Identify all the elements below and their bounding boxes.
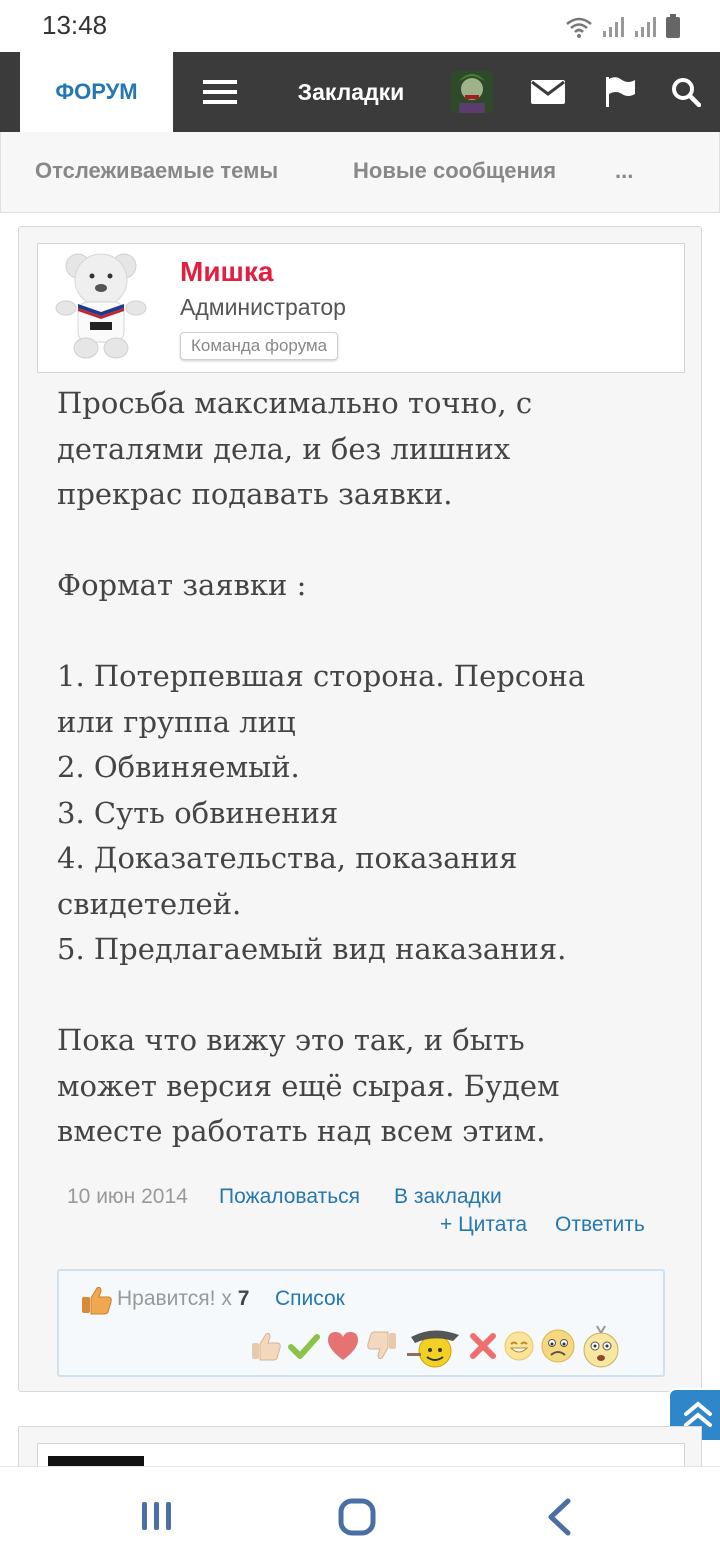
system-nav-bar <box>0 1466 720 1561</box>
sad-smiley-icon[interactable] <box>539 1327 577 1365</box>
reactions-bar <box>249 1323 621 1369</box>
menu-button[interactable] <box>200 52 240 132</box>
love-heart-icon[interactable] <box>325 1329 361 1363</box>
shocked-smiley-icon[interactable] <box>581 1324 621 1368</box>
tab-forum[interactable]: ФОРУМ <box>20 52 173 132</box>
agree-check-icon[interactable] <box>287 1329 321 1363</box>
teddy-bear-avatar <box>48 246 154 362</box>
reply-link[interactable]: Ответить <box>555 1213 645 1236</box>
alerts-button[interactable] <box>600 52 640 132</box>
user-avatar-button[interactable] <box>450 52 494 132</box>
status-bar <box>0 0 720 52</box>
likes-box <box>57 1269 665 1377</box>
messages-button[interactable] <box>528 52 568 132</box>
thumbs-up-icon <box>81 1285 113 1315</box>
signal-icon-2 <box>634 16 656 38</box>
like-reaction-icon[interactable] <box>249 1329 283 1363</box>
home-icon[interactable] <box>338 1498 376 1536</box>
flag-icon <box>604 77 636 107</box>
smiley-hat-icon[interactable] <box>403 1323 463 1369</box>
new-messages-link[interactable]: Новые сообщения <box>353 158 557 183</box>
post-date[interactable]: 10 июн 2014 <box>67 1185 188 1208</box>
signal-icon <box>602 16 624 38</box>
likes-label: Нравится! x <box>117 1287 232 1310</box>
more-link[interactable]: ... <box>615 158 634 183</box>
sub-navbar <box>0 132 720 213</box>
status-time: 13:48 <box>42 10 108 40</box>
wifi-icon <box>566 16 592 38</box>
battery-icon <box>666 14 680 38</box>
bookmarks-link[interactable]: Закладки <box>297 78 405 105</box>
quote-link[interactable]: + Цитата <box>440 1213 528 1236</box>
status-icons <box>566 14 680 38</box>
search-icon <box>671 77 701 107</box>
post <box>18 226 702 1392</box>
author-avatar[interactable] <box>48 246 154 362</box>
hamburger-icon <box>203 80 237 104</box>
recent-apps-icon[interactable] <box>140 1500 174 1532</box>
post-author-box <box>37 243 685 373</box>
post-body: Просьба максимально точно, с деталями дела, и без лишних прекрас подавать заявки. Формат заявки : 1. Потерпевшая сторона. Персона или группа лиц 2. Обвиняемый. 3. Суть обвинения 4. Доказательства, показания свидетелей. 5. Предлагаемый вид наказания. Пока что вижу это так, и быть может версия ещё сырая. Будем вместе работать над всем этим. <box>57 386 586 1148</box>
laugh-smiley-icon[interactable] <box>503 1330 535 1362</box>
staff-badge: Команда форума <box>180 332 338 360</box>
back-icon[interactable] <box>546 1498 572 1536</box>
likes-count: 7 <box>237 1287 250 1310</box>
likes-list-link[interactable]: Список <box>275 1287 345 1310</box>
envelope-icon <box>531 80 565 104</box>
author-username[interactable]: Мишка <box>180 256 274 287</box>
search-button[interactable] <box>666 52 706 132</box>
watched-threads-link[interactable]: Отслеживаемые темы <box>35 158 279 183</box>
top-navbar <box>0 52 720 132</box>
avatar <box>451 71 493 113</box>
disagree-x-icon[interactable] <box>467 1330 499 1362</box>
dislike-reaction-icon[interactable] <box>365 1329 399 1363</box>
author-title: Администратор <box>180 294 346 320</box>
likes-summary <box>117 1287 249 1311</box>
report-link[interactable]: Пожаловаться <box>219 1185 361 1208</box>
bookmark-link[interactable]: В закладки <box>394 1185 502 1208</box>
